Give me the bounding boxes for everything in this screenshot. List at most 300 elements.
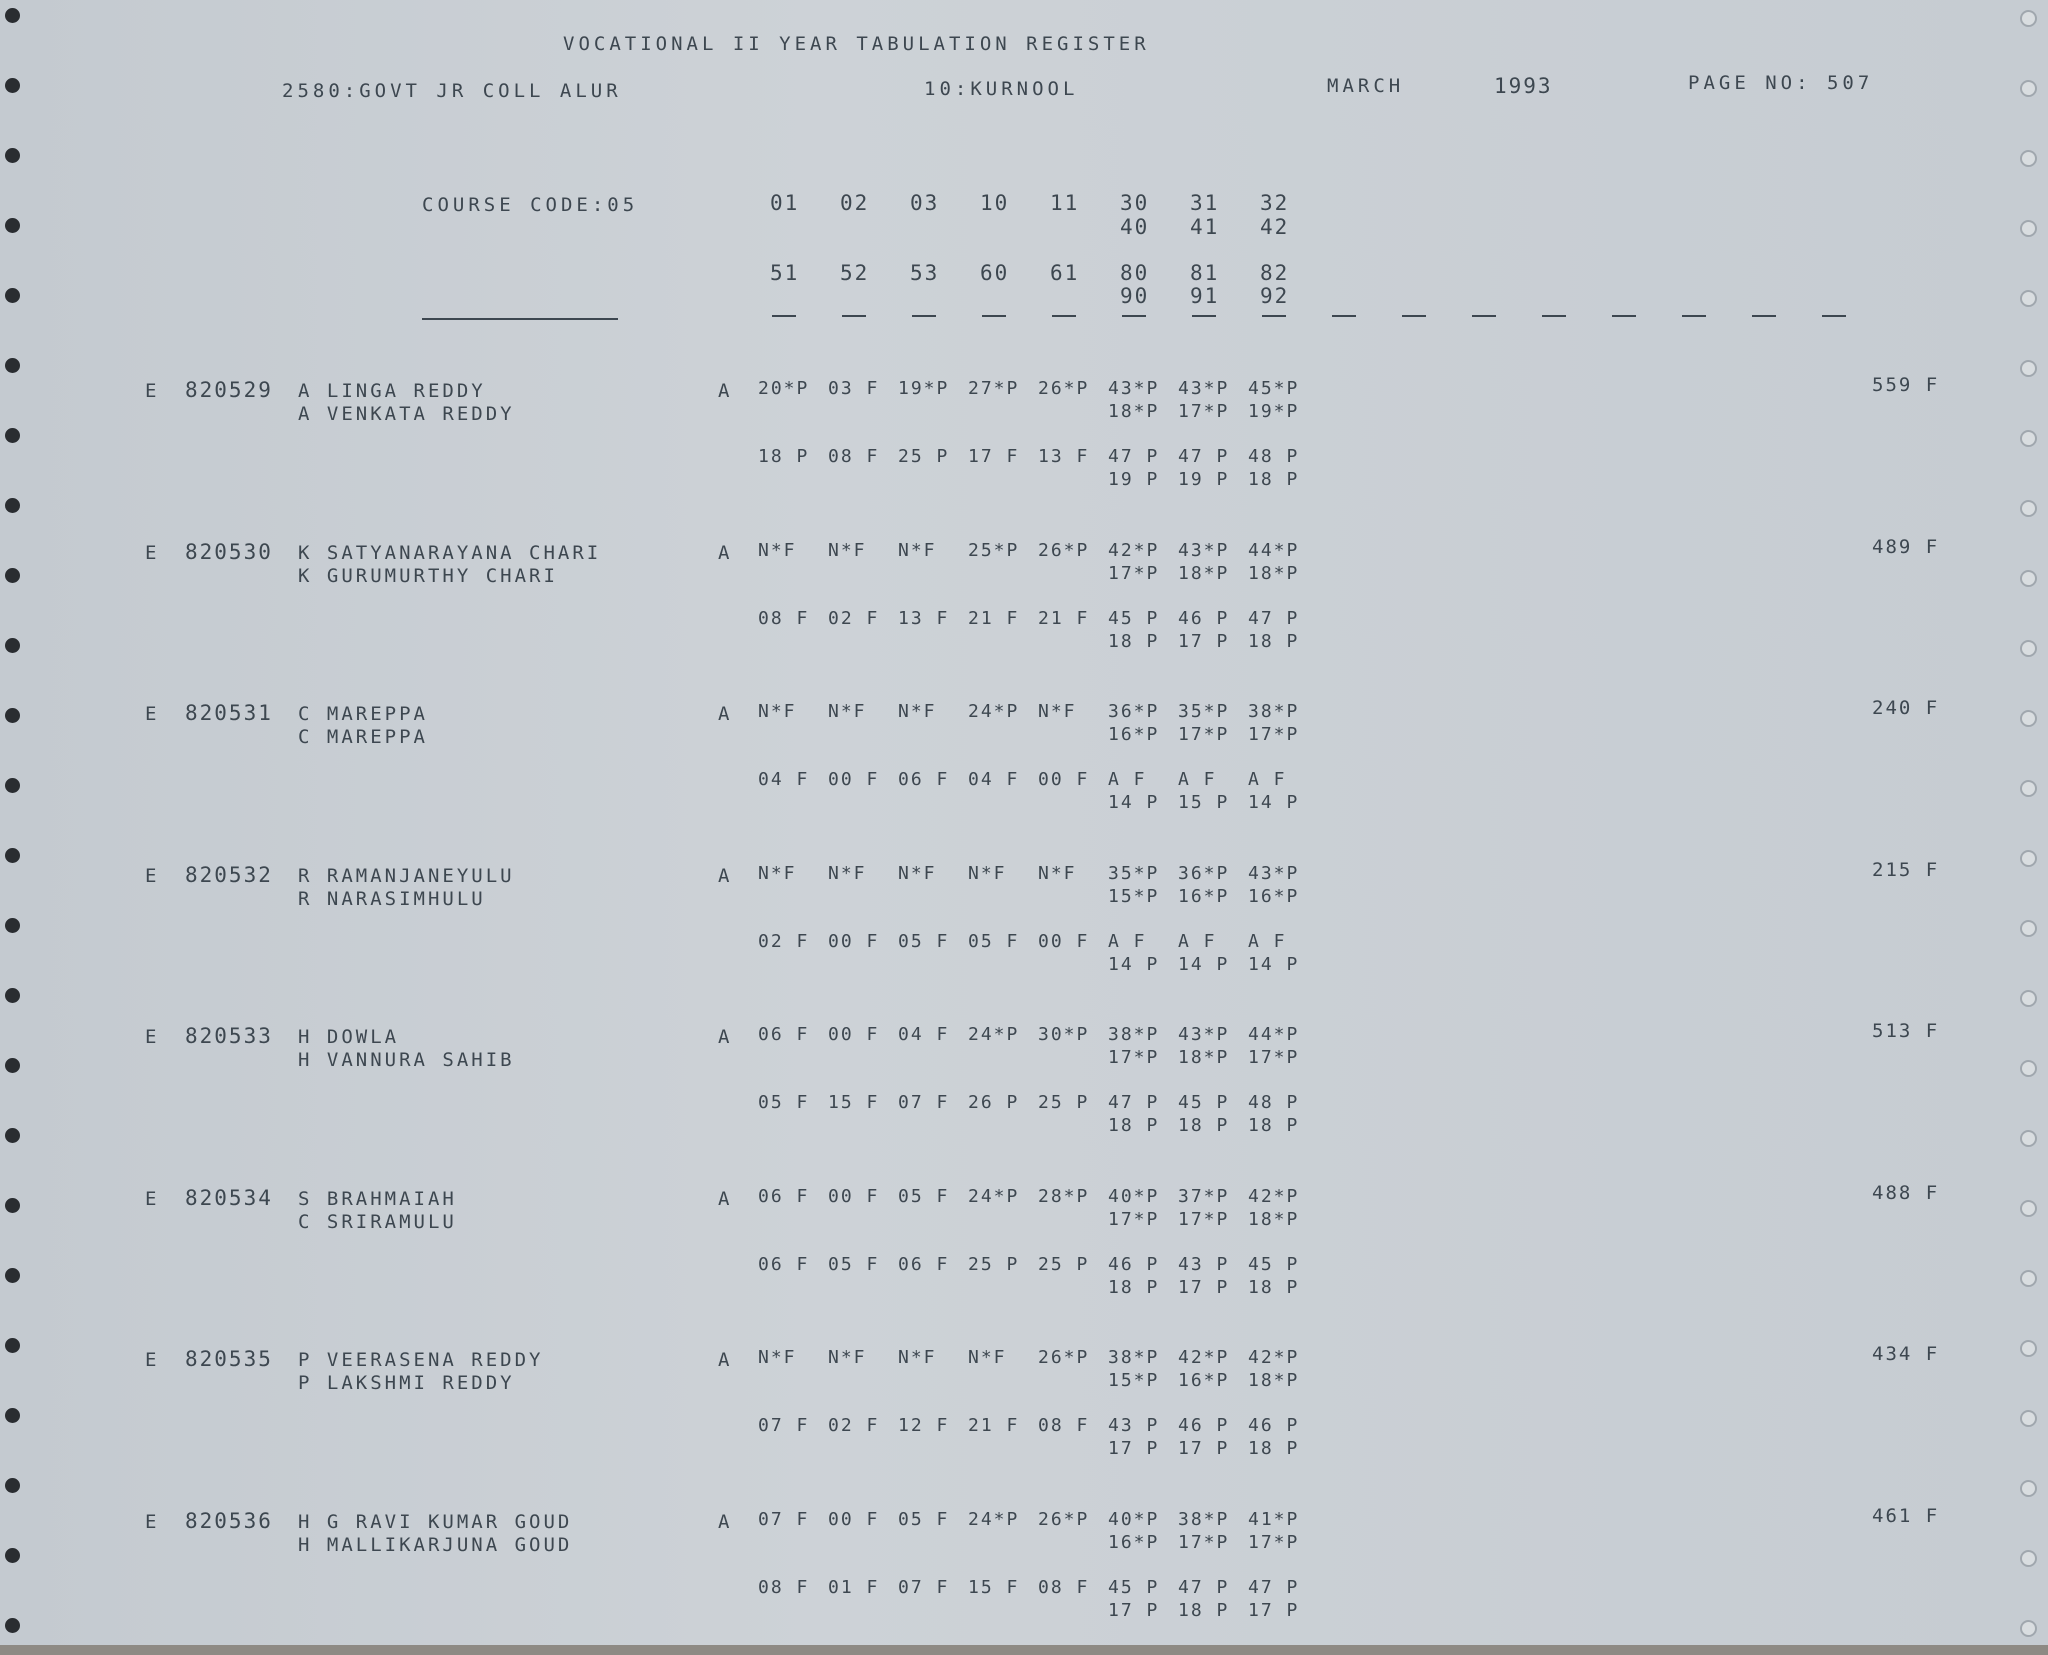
feed-hole [2020,1340,2037,1357]
mark-cell: 19*P [898,378,950,399]
mark-cell: 07 F [758,1508,810,1530]
feed-hole [2020,430,2037,447]
student-name: C MAREPPA [298,703,428,725]
feed-hole [2020,780,2037,797]
mark-cell: 17 P [1178,1438,1230,1459]
student-name: P VEERASENA REDDY [298,1349,544,1371]
mark-cell: 26*P [1038,1347,1090,1368]
mark-cell: 47 P [1178,1576,1230,1598]
mark-cell: 07 F [898,1576,950,1598]
mark-cell: 27*P [968,378,1020,399]
roll-number: 820534 [185,1185,273,1210]
mark-cell: 18 P [1108,1276,1160,1298]
mark-cell: 15*P [1108,1370,1160,1391]
roll-number: 820530 [185,539,273,564]
mark-cell: 25 P [968,1253,1020,1275]
course-code-label: COURSE CODE:05 [422,194,639,216]
mark-cell: 43 P [1178,1253,1230,1275]
mark-cell: 43*P [1108,378,1160,399]
mark-cell: A F [1108,769,1147,790]
feed-hole [5,1478,20,1493]
mark-cell: 25*P [968,539,1020,561]
feed-hole [2020,10,2037,27]
feed-hole [5,1128,20,1143]
mark-cell: 17*P [1248,1047,1300,1068]
feed-hole [5,218,20,233]
student-name: S BRAHMAIAH [298,1187,457,1210]
mark-cell: 05 F [968,930,1020,952]
mark-cell: 21 F [968,607,1020,629]
mark-cell: 36*P [1108,701,1160,722]
feed-hole [5,1338,20,1353]
father-name: P LAKSHMI REDDY [298,1372,515,1394]
mark-cell: 15*P [1108,885,1160,907]
mark-cell: 16*P [1248,885,1300,907]
mark-cell: 28*P [1038,1185,1090,1207]
mark-cell: 43*P [1178,539,1230,561]
subject-code: 51 [770,261,800,285]
mark-cell: 45 P [1248,1253,1300,1275]
subject-code: 41 [1190,215,1220,239]
mark-cell: 08 F [1038,1415,1090,1436]
rule-segment [1472,315,1496,317]
mark-cell: 00 F [828,1185,880,1207]
mark-cell: 45 P [1108,1576,1160,1598]
feed-hole [2020,150,2037,167]
mark-cell: 25 P [1038,1092,1090,1113]
feed-hole [5,1408,20,1423]
rule-segment [1122,315,1146,317]
mark-cell: 18*P [1248,1208,1300,1230]
mark-cell: 26*P [1038,1508,1090,1530]
feed-hole [2020,990,2037,1007]
subject-code: 01 [770,191,800,215]
mark-cell: 02 F [758,930,810,952]
mark-cell: 37*P [1178,1185,1230,1207]
category-code: E [145,541,160,564]
mark-cell: 47 P [1248,1576,1300,1598]
mark-cell: 42*P [1178,1347,1230,1368]
mark-cell: 16*P [1178,885,1230,907]
total-result: 559 F [1872,374,1940,396]
feed-hole [2020,1060,2037,1077]
mark-cell: 46 P [1108,1253,1160,1275]
mark-cell: 04 F [968,769,1020,790]
mark-cell: 00 F [828,1024,880,1045]
subject-code: 92 [1260,284,1290,308]
rule-segment [1332,315,1356,317]
feed-hole [2020,290,2037,307]
rule-segment [1612,315,1636,317]
category-code: E [145,703,160,725]
group-code: A [718,1510,733,1533]
mark-cell: 20*P [758,378,810,399]
mark-cell: 38*P [1248,701,1300,722]
mark-cell: 08 F [828,446,880,467]
mark-cell: 06 F [898,769,950,790]
mark-cell: 38*P [1178,1508,1230,1530]
father-name: C SRIRAMULU [298,1210,457,1233]
mark-cell: 38*P [1108,1024,1160,1045]
group-code: A [718,1187,733,1210]
mark-cell: 03 F [828,378,880,399]
mark-cell: 13 F [898,607,950,629]
subject-code: 03 [910,191,940,215]
category-code: E [145,1510,160,1533]
father-name: K GURUMURTHY CHARI [298,564,558,587]
mark-cell: 18 P [1248,1115,1300,1136]
subject-code: 61 [1050,261,1080,285]
mark-cell: 26*P [1038,539,1090,561]
mark-cell: 17 F [968,446,1020,467]
mark-cell: 00 F [828,769,880,790]
mark-cell: N*F [758,701,797,722]
student-name: R RAMANJANEYULU [298,864,515,887]
district-name: 10:KURNOOL [924,78,1079,100]
subject-code: 91 [1190,284,1220,308]
feed-hole [5,148,20,163]
mark-cell: 47 P [1108,1092,1160,1113]
mark-cell: 16*P [1178,1370,1230,1391]
subject-code: 60 [980,261,1010,285]
mark-cell: 21 F [968,1415,1020,1436]
mark-cell: 18*P [1248,1370,1300,1391]
rule-segment [1402,315,1426,317]
mark-cell: 06 F [758,1024,810,1045]
feed-hole [5,638,20,653]
mark-cell: 00 F [1038,769,1090,790]
total-result: 488 F [1872,1181,1940,1204]
feed-hole [5,568,20,583]
mark-cell: 14 P [1108,792,1160,813]
feed-hole [2020,640,2037,657]
student-name: H G RAVI KUMAR GOUD [298,1510,573,1533]
rule-segment [982,315,1006,317]
category-code: E [145,1187,160,1210]
rule-segment [772,315,796,317]
father-name: C MAREPPA [298,726,428,748]
mark-cell: 46 P [1178,607,1230,629]
rule-segment [912,315,936,317]
mark-cell: 17 P [1108,1438,1160,1459]
mark-cell: 46 P [1178,1415,1230,1436]
feed-hole [5,1268,20,1283]
total-result: 240 F [1872,697,1940,719]
feed-hole [5,918,20,933]
rule-segment [1822,315,1846,317]
roll-number: 820531 [185,701,273,725]
subject-code: 02 [840,191,870,215]
rule-segment [1052,315,1076,317]
mark-cell: 19*P [1248,401,1300,422]
roll-number: 820533 [185,1024,273,1048]
father-name: H VANNURA SAHIB [298,1049,515,1071]
mark-cell: 00 F [1038,930,1090,952]
mark-cell: 05 F [828,1253,880,1275]
student-name: K SATYANARAYANA CHARI [298,541,602,564]
mark-cell: 06 F [758,1185,810,1207]
mark-cell: 24*P [968,1024,1020,1045]
mark-cell: N*F [968,1347,1007,1368]
feed-hole [5,288,20,303]
mark-cell: 14 P [1178,953,1230,975]
rule-segment [1752,315,1776,317]
exam-year: 1993 [1494,74,1553,98]
mark-cell: 44*P [1248,539,1300,561]
subject-code: 30 [1120,191,1150,215]
father-name: A VENKATA REDDY [298,403,515,425]
mark-cell: N*F [898,1347,937,1368]
mark-cell: 26 P [968,1092,1020,1113]
mark-cell: 25 P [898,446,950,467]
category-code: E [145,1026,160,1048]
student-name: H DOWLA [298,1026,400,1048]
group-code: A [718,380,733,402]
mark-cell: 18*P [1178,562,1230,584]
father-name: H MALLIKARJUNA GOUD [298,1533,573,1556]
rule-segment [1262,315,1286,317]
feed-hole [2020,920,2037,937]
mark-cell: 19 P [1108,469,1160,490]
mark-cell: 14 P [1248,953,1300,975]
mark-cell: 24*P [968,1508,1020,1530]
roll-number: 820536 [185,1508,273,1533]
category-code: E [145,1349,160,1371]
mark-cell: N*F [758,862,797,884]
group-code: A [718,1026,733,1048]
feed-hole [2020,500,2037,517]
group-code: A [718,1349,733,1371]
mark-cell: 18 P [1248,469,1300,490]
mark-cell: 41*P [1248,1508,1300,1530]
mark-cell: 18*P [1178,1047,1230,1068]
mark-cell: 47 P [1248,607,1300,629]
mark-cell: 02 F [828,607,880,629]
mark-cell: 18*P [1248,562,1300,584]
mark-cell: 24*P [968,701,1020,722]
mark-cell: 30*P [1038,1024,1090,1045]
mark-cell: 15 P [1178,792,1230,813]
feed-hole [5,1198,20,1213]
mark-cell: 17*P [1108,1208,1160,1230]
mark-cell: 07 F [898,1092,950,1113]
mark-cell: 12 F [898,1415,950,1436]
mark-cell: 25 P [1038,1253,1090,1275]
mark-cell: 17 P [1178,630,1230,652]
subject-code: 10 [980,191,1010,215]
subject-code: 90 [1120,284,1150,308]
feed-hole [2020,360,2037,377]
mark-cell: 18*P [1108,401,1160,422]
mark-cell: 44*P [1248,1024,1300,1045]
feed-hole [5,498,20,513]
mark-cell: 48 P [1248,1092,1300,1113]
mark-cell: 14 P [1248,792,1300,813]
mark-cell: 47 P [1108,446,1160,467]
total-result: 434 F [1872,1343,1940,1365]
mark-cell: 17 P [1178,1276,1230,1298]
mark-cell: 21 F [1038,607,1090,629]
subject-code: 52 [840,261,870,285]
group-code: A [718,541,733,564]
exam-month: MARCH [1327,75,1405,97]
mark-cell: A F [1108,930,1147,952]
mark-cell: 00 F [828,930,880,952]
mark-cell: 45*P [1248,378,1300,399]
total-result: 489 F [1872,535,1940,558]
rule-segment [422,318,618,320]
feed-hole [5,1548,20,1563]
page-number: PAGE NO: 507 [1688,72,1874,94]
mark-cell: A F [1248,930,1287,952]
mark-cell: 48 P [1248,446,1300,467]
total-result: 513 F [1872,1020,1940,1042]
rule-segment [842,315,866,317]
feed-hole [2020,570,2037,587]
mark-cell: N*F [1038,701,1077,722]
feed-hole [2020,1130,2037,1147]
feed-hole [2020,1270,2037,1287]
mark-cell: 43 P [1108,1415,1160,1436]
feed-hole [2020,1550,2037,1567]
mark-cell: N*F [828,701,867,722]
feed-hole [2020,1410,2037,1427]
mark-cell: 47 P [1178,446,1230,467]
rule-segment [1192,315,1216,317]
feed-hole [2020,1200,2037,1217]
mark-cell: N*F [828,862,867,884]
mark-cell: 00 F [828,1508,880,1530]
mark-cell: 17*P [1248,1531,1300,1553]
mark-cell: 17*P [1108,562,1160,584]
mark-cell: 40*P [1108,1508,1160,1530]
mark-cell: 18 P [1108,1115,1160,1136]
mark-cell: N*F [898,701,937,722]
category-code: E [145,864,160,887]
mark-cell: 18 P [1108,630,1160,652]
rule-segment [1542,315,1566,317]
mark-cell: N*F [898,539,937,561]
mark-cell: 36*P [1178,862,1230,884]
mark-cell: 17 P [1248,1599,1300,1621]
mark-cell: 46 P [1248,1415,1300,1436]
mark-cell: 04 F [898,1024,950,1045]
mark-cell: 08 F [758,607,810,629]
feed-hole [5,428,20,443]
mark-cell: 01 F [828,1576,880,1598]
feed-hole [2020,220,2037,237]
student-name: A LINGA REDDY [298,380,486,402]
mark-cell: 05 F [898,1508,950,1530]
subject-code: 53 [910,261,940,285]
feed-hole [5,1618,20,1633]
mark-cell: 08 F [758,1576,810,1598]
mark-cell: 16*P [1108,1531,1160,1553]
mark-cell: 42*P [1108,539,1160,561]
subject-code: 32 [1260,191,1290,215]
feed-hole [5,708,20,723]
mark-cell: 26*P [1038,378,1090,399]
mark-cell: A F [1178,769,1217,790]
mark-cell: 43*P [1178,1024,1230,1045]
college-name: 2580:GOVT JR COLL ALUR [282,80,622,102]
feed-hole [5,78,20,93]
feed-hole [2020,1620,2037,1637]
feed-hole [2020,710,2037,727]
mark-cell: 40*P [1108,1185,1160,1207]
roll-number: 820535 [185,1347,273,1371]
feed-hole [5,358,20,373]
feed-hole [5,8,20,23]
mark-cell: 43*P [1178,378,1230,399]
mark-cell: 04 F [758,769,810,790]
feed-hole [5,988,20,1003]
mark-cell: 35*P [1178,701,1230,722]
paper-edge [0,1645,2048,1655]
total-result: 215 F [1872,858,1940,881]
mark-cell: 16*P [1108,724,1160,745]
feed-hole [5,1058,20,1073]
feed-hole [5,848,20,863]
mark-cell: N*F [828,539,867,561]
mark-cell: A F [1248,769,1287,790]
subject-code: 40 [1120,215,1150,239]
roll-number: 820532 [185,862,273,887]
mark-cell: 17*P [1178,1531,1230,1553]
group-code: A [718,703,733,725]
roll-number: 820529 [185,378,273,402]
subject-code: 42 [1260,215,1290,239]
group-code: A [718,864,733,887]
mark-cell: 06 F [758,1253,810,1275]
mark-cell: 05 F [898,1185,950,1207]
mark-cell: N*F [758,539,797,561]
subject-code: 81 [1190,261,1220,285]
mark-cell: 43*P [1248,862,1300,884]
mark-cell: 18 P [1178,1115,1230,1136]
mark-cell: 05 F [898,930,950,952]
mark-cell: 15 F [828,1092,880,1113]
mark-cell: 08 F [1038,1576,1090,1598]
mark-cell: 17*P [1178,724,1230,745]
mark-cell: 17*P [1178,1208,1230,1230]
mark-cell: 42*P [1248,1185,1300,1207]
mark-cell: 15 F [968,1576,1020,1598]
mark-cell: 17 P [1108,1599,1160,1621]
mark-cell: N*F [758,1347,797,1368]
category-code: E [145,380,160,402]
feed-hole [2020,1480,2037,1497]
feed-hole [5,778,20,793]
mark-cell: 02 F [828,1415,880,1436]
feed-hole [2020,850,2037,867]
subject-code: 80 [1120,261,1150,285]
register-title: VOCATIONAL II YEAR TABULATION REGISTER [563,33,1150,55]
mark-cell: 18 P [1248,630,1300,652]
mark-cell: 17*P [1108,1047,1160,1068]
mark-cell: 18 P [1248,1438,1300,1459]
mark-cell: 17*P [1248,724,1300,745]
father-name: R NARASIMHULU [298,887,486,910]
total-result: 461 F [1872,1504,1940,1527]
mark-cell: 13 F [1038,446,1090,467]
mark-cell: N*F [828,1347,867,1368]
mark-cell: 17*P [1178,401,1230,422]
mark-cell: 06 F [898,1253,950,1275]
subject-code: 82 [1260,261,1290,285]
mark-cell: 05 F [758,1092,810,1113]
mark-cell: N*F [1038,862,1077,884]
